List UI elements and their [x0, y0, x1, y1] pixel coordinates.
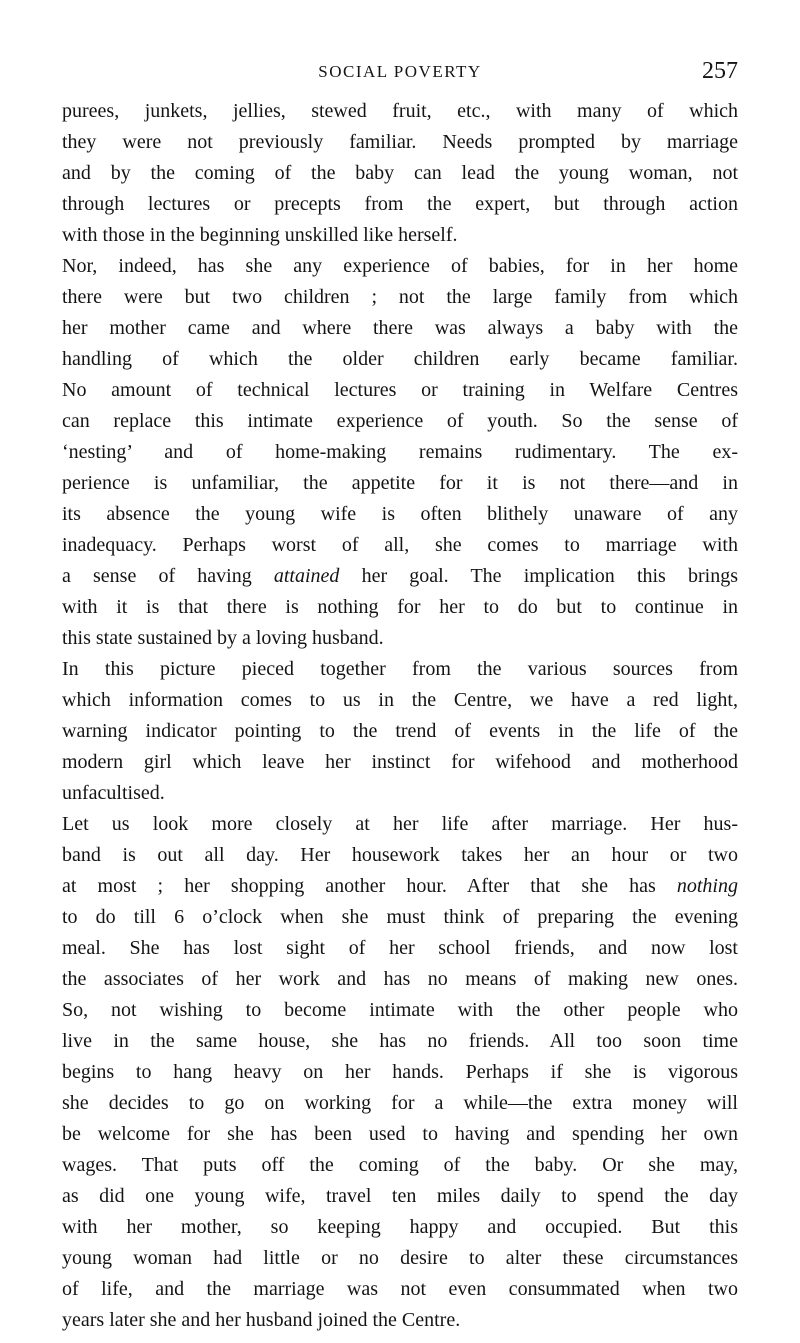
text-line: be welcome for she has been used to having and spending her own: [62, 1123, 738, 1145]
text-line: with those in the beginning unskilled like herself.: [62, 224, 458, 246]
body-text: [62, 96, 738, 1336]
text-line: and by the coming of the baby can lead the young woman, not: [62, 162, 738, 184]
text-line: purees, junkets, jellies, stewed fruit, etc., with many of which: [62, 100, 738, 122]
text-line: her mother came and where there was always a baby with the: [62, 317, 738, 339]
text-line: its absence the young wife is often blithely unaware of any: [62, 503, 738, 525]
text-line: this state sustained by a loving husband.: [62, 627, 384, 649]
text-line: handling of which the older children early became familiar.: [62, 348, 738, 370]
text-line: Let us look more closely at her life after marriage. Her hus-: [62, 813, 738, 835]
text-line: unfacultised.: [62, 782, 165, 804]
text-line: band is out all day. Her housework takes her an hour or two: [62, 844, 738, 866]
text-line: modern girl which leave her instinct for wifehood and motherhood: [62, 751, 738, 773]
text-line: ‘nesting’ and of home-making remains rudimentary. The ex-: [62, 441, 738, 463]
emphasized-word: attained: [273, 565, 340, 587]
text-line: of life, and the marriage was not even consummated when two: [62, 1278, 738, 1300]
text-line: perience is unfamiliar, the appetite for it is not there—and in: [62, 472, 738, 494]
text-line: years later she and her husband joined the Centre.: [62, 1309, 461, 1331]
text-line: wages. That puts off the coming of the baby. Or she may,: [62, 1154, 738, 1176]
text-line: warning indicator pointing to the trend of events in the life of the: [62, 720, 738, 742]
text-line: can replace this intimate experience of youth. So the sense of: [62, 410, 738, 432]
text-line: through lectures or precepts from the expert, but through action: [62, 193, 738, 215]
text-line: [62, 561, 738, 592]
text-line: No amount of technical lectures or training in Welfare Centres: [62, 379, 738, 401]
text-line: Nor, indeed, has she any experience of babies, for in her home: [62, 255, 738, 277]
text-line: meal. She has lost sight of her school friends, and now lost: [62, 937, 738, 959]
text-line: inadequacy. Perhaps worst of all, she comes to marriage with: [62, 534, 738, 556]
text-line: live in the same house, she has no friends. All too soon time: [62, 1030, 738, 1052]
text-line: they were not previously familiar. Needs prompted by marriage: [62, 131, 738, 153]
text-line: there were but two children ; not the large family from which: [62, 286, 738, 308]
text-line: which information comes to us in the Centre, we have a red light,: [62, 689, 738, 711]
text-line: with her mother, so keeping happy and occupied. But this: [62, 1216, 738, 1238]
text-line: as did one young wife, travel ten miles daily to spend the day: [62, 1185, 738, 1207]
text-line: young woman had little or no desire to alter these circumstances: [62, 1247, 738, 1269]
text-line: So, not wishing to become intimate with the other people who: [62, 999, 738, 1021]
page-number: 257: [702, 58, 738, 84]
emphasized-word: nothing: [676, 875, 738, 897]
text-segment: at most ; her shopping another hour. After that she has: [62, 875, 677, 897]
text-line: the associates of her work and has no means of making new ones.: [62, 968, 738, 990]
text-line: [62, 871, 738, 902]
text-line: begins to hang heavy on her hands. Perhaps if she is vigorous: [62, 1061, 738, 1083]
text-segment: her goal. The implication this brings: [339, 565, 738, 587]
running-head: SOCIAL POVERTY: [318, 62, 482, 81]
text-line: In this picture pieced together from the various sources from: [62, 658, 738, 680]
text-line: to do till 6 o’clock when she must think of preparing the evening: [62, 906, 738, 928]
text-line: she decides to go on working for a while—the extra money will: [62, 1092, 738, 1114]
page-header: [0, 58, 800, 88]
text-line: with it is that there is nothing for her to do but to continue in: [62, 596, 738, 618]
text-segment: a sense of having: [62, 565, 274, 587]
